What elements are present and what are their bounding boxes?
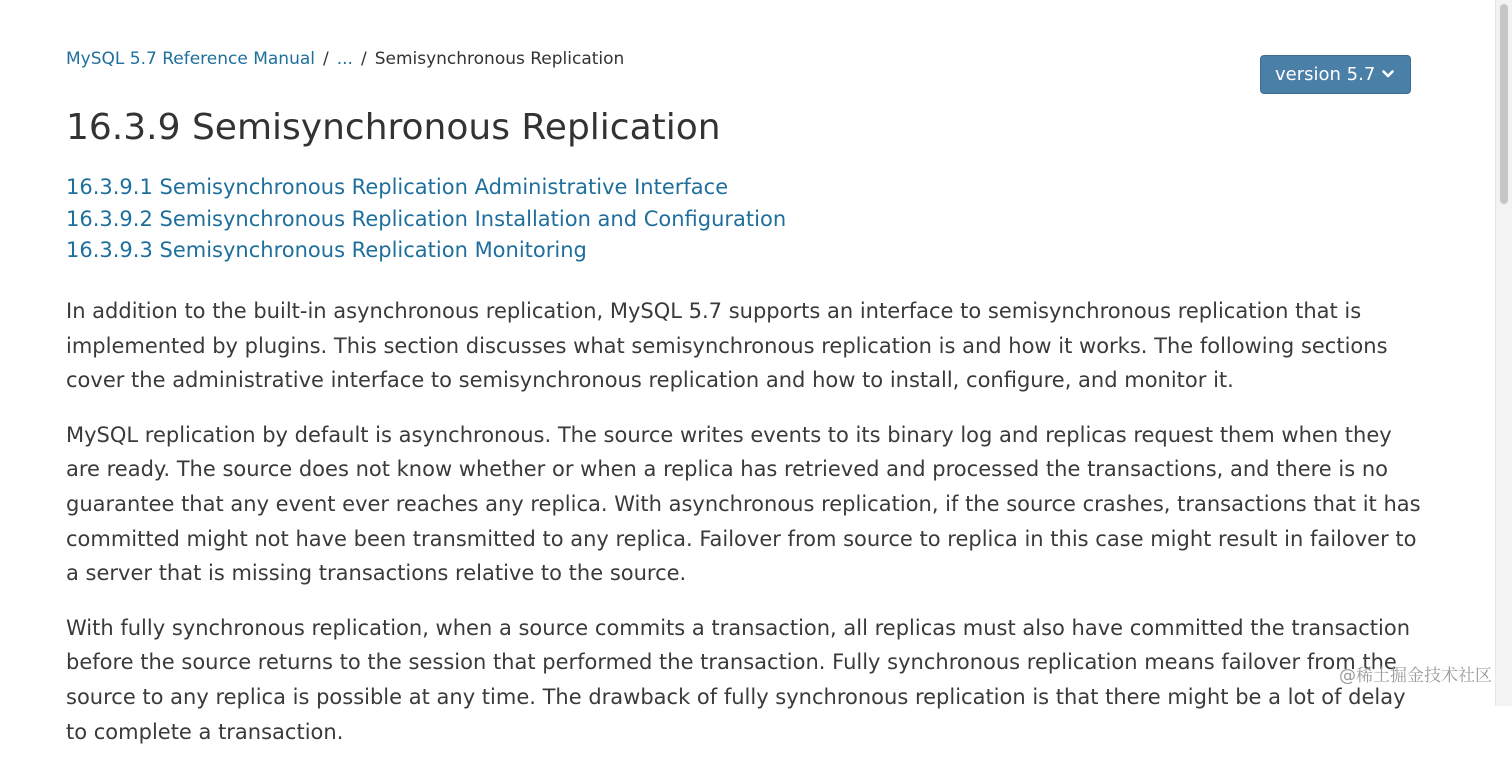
toc-item <box>66 172 786 204</box>
page-title: 16.3.9 Semisynchronous Replication <box>66 107 721 148</box>
breadcrumb <box>66 47 624 71</box>
paragraph-intro: In addition to the built-in asynchronous replication, MySQL 5.7 supports an interface to semisynchronous replication that is implemented by plugins. This section discusses what semisynchronous replication is and how it works. The following sections cover the administrative interface to semisynchronous replication and how to install, configure, and monitor it. <box>66 299 1388 393</box>
main-content <box>66 294 1426 769</box>
breadcrumb-ellipsis-link[interactable]: ... <box>336 49 353 69</box>
version-select-button[interactable] <box>1260 55 1411 94</box>
chevron-down-icon <box>1382 68 1394 80</box>
toc-item <box>66 204 786 236</box>
breadcrumb-separator: / <box>323 49 329 69</box>
paragraph-async-replication: MySQL replication by default is asynchronous. The source writes events to its binary log and replicas request them when they are ready. The source does not know whether or when a replica has retrieved and processed the transactions, and there is no guarantee that any event ever reaches any replica. With asynchronous replication, if the source crashes, transactions that it has committed might not have been transmitted to any replica. Failover from source to replica in this case might result in failover to a server that is missing transactions relative to the source. <box>66 422 1421 586</box>
scrollbar-thumb[interactable] <box>1500 4 1508 204</box>
toc-link-administrative-interface[interactable]: 16.3.9.1 Semisynchronous Replication Administrative Interface <box>66 175 729 199</box>
vertical-scrollbar[interactable] <box>1495 0 1512 706</box>
toc-link-installation-configuration[interactable]: 16.3.9.2 Semisynchronous Replication Installation and Configuration <box>66 206 787 231</box>
breadcrumb-separator: / <box>360 49 367 69</box>
watermark: @稀土掘金技术社区 <box>1339 666 1492 686</box>
paragraph-sync-replication: With fully synchronous replication, when a source commits a transaction, all replicas must also have committed the transaction before the source returns to the session that performed the transaction. Fully synchronous replication means failover from the source to any replica is possible at any time. The drawback of fully synchronous replication is that there might be a lot of delay to complete a transaction. <box>66 615 1411 744</box>
toc-link-monitoring[interactable]: 16.3.9.3 Semisynchronous Replication Monitoring <box>66 238 587 262</box>
breadcrumb-root-link[interactable]: MySQL 5.7 Reference Manual <box>66 49 315 69</box>
section-toc <box>66 172 786 267</box>
breadcrumb-current: Semisynchronous Replication <box>374 49 625 69</box>
toc-item <box>66 235 786 267</box>
version-select-label: version 5.7 <box>1275 64 1376 85</box>
